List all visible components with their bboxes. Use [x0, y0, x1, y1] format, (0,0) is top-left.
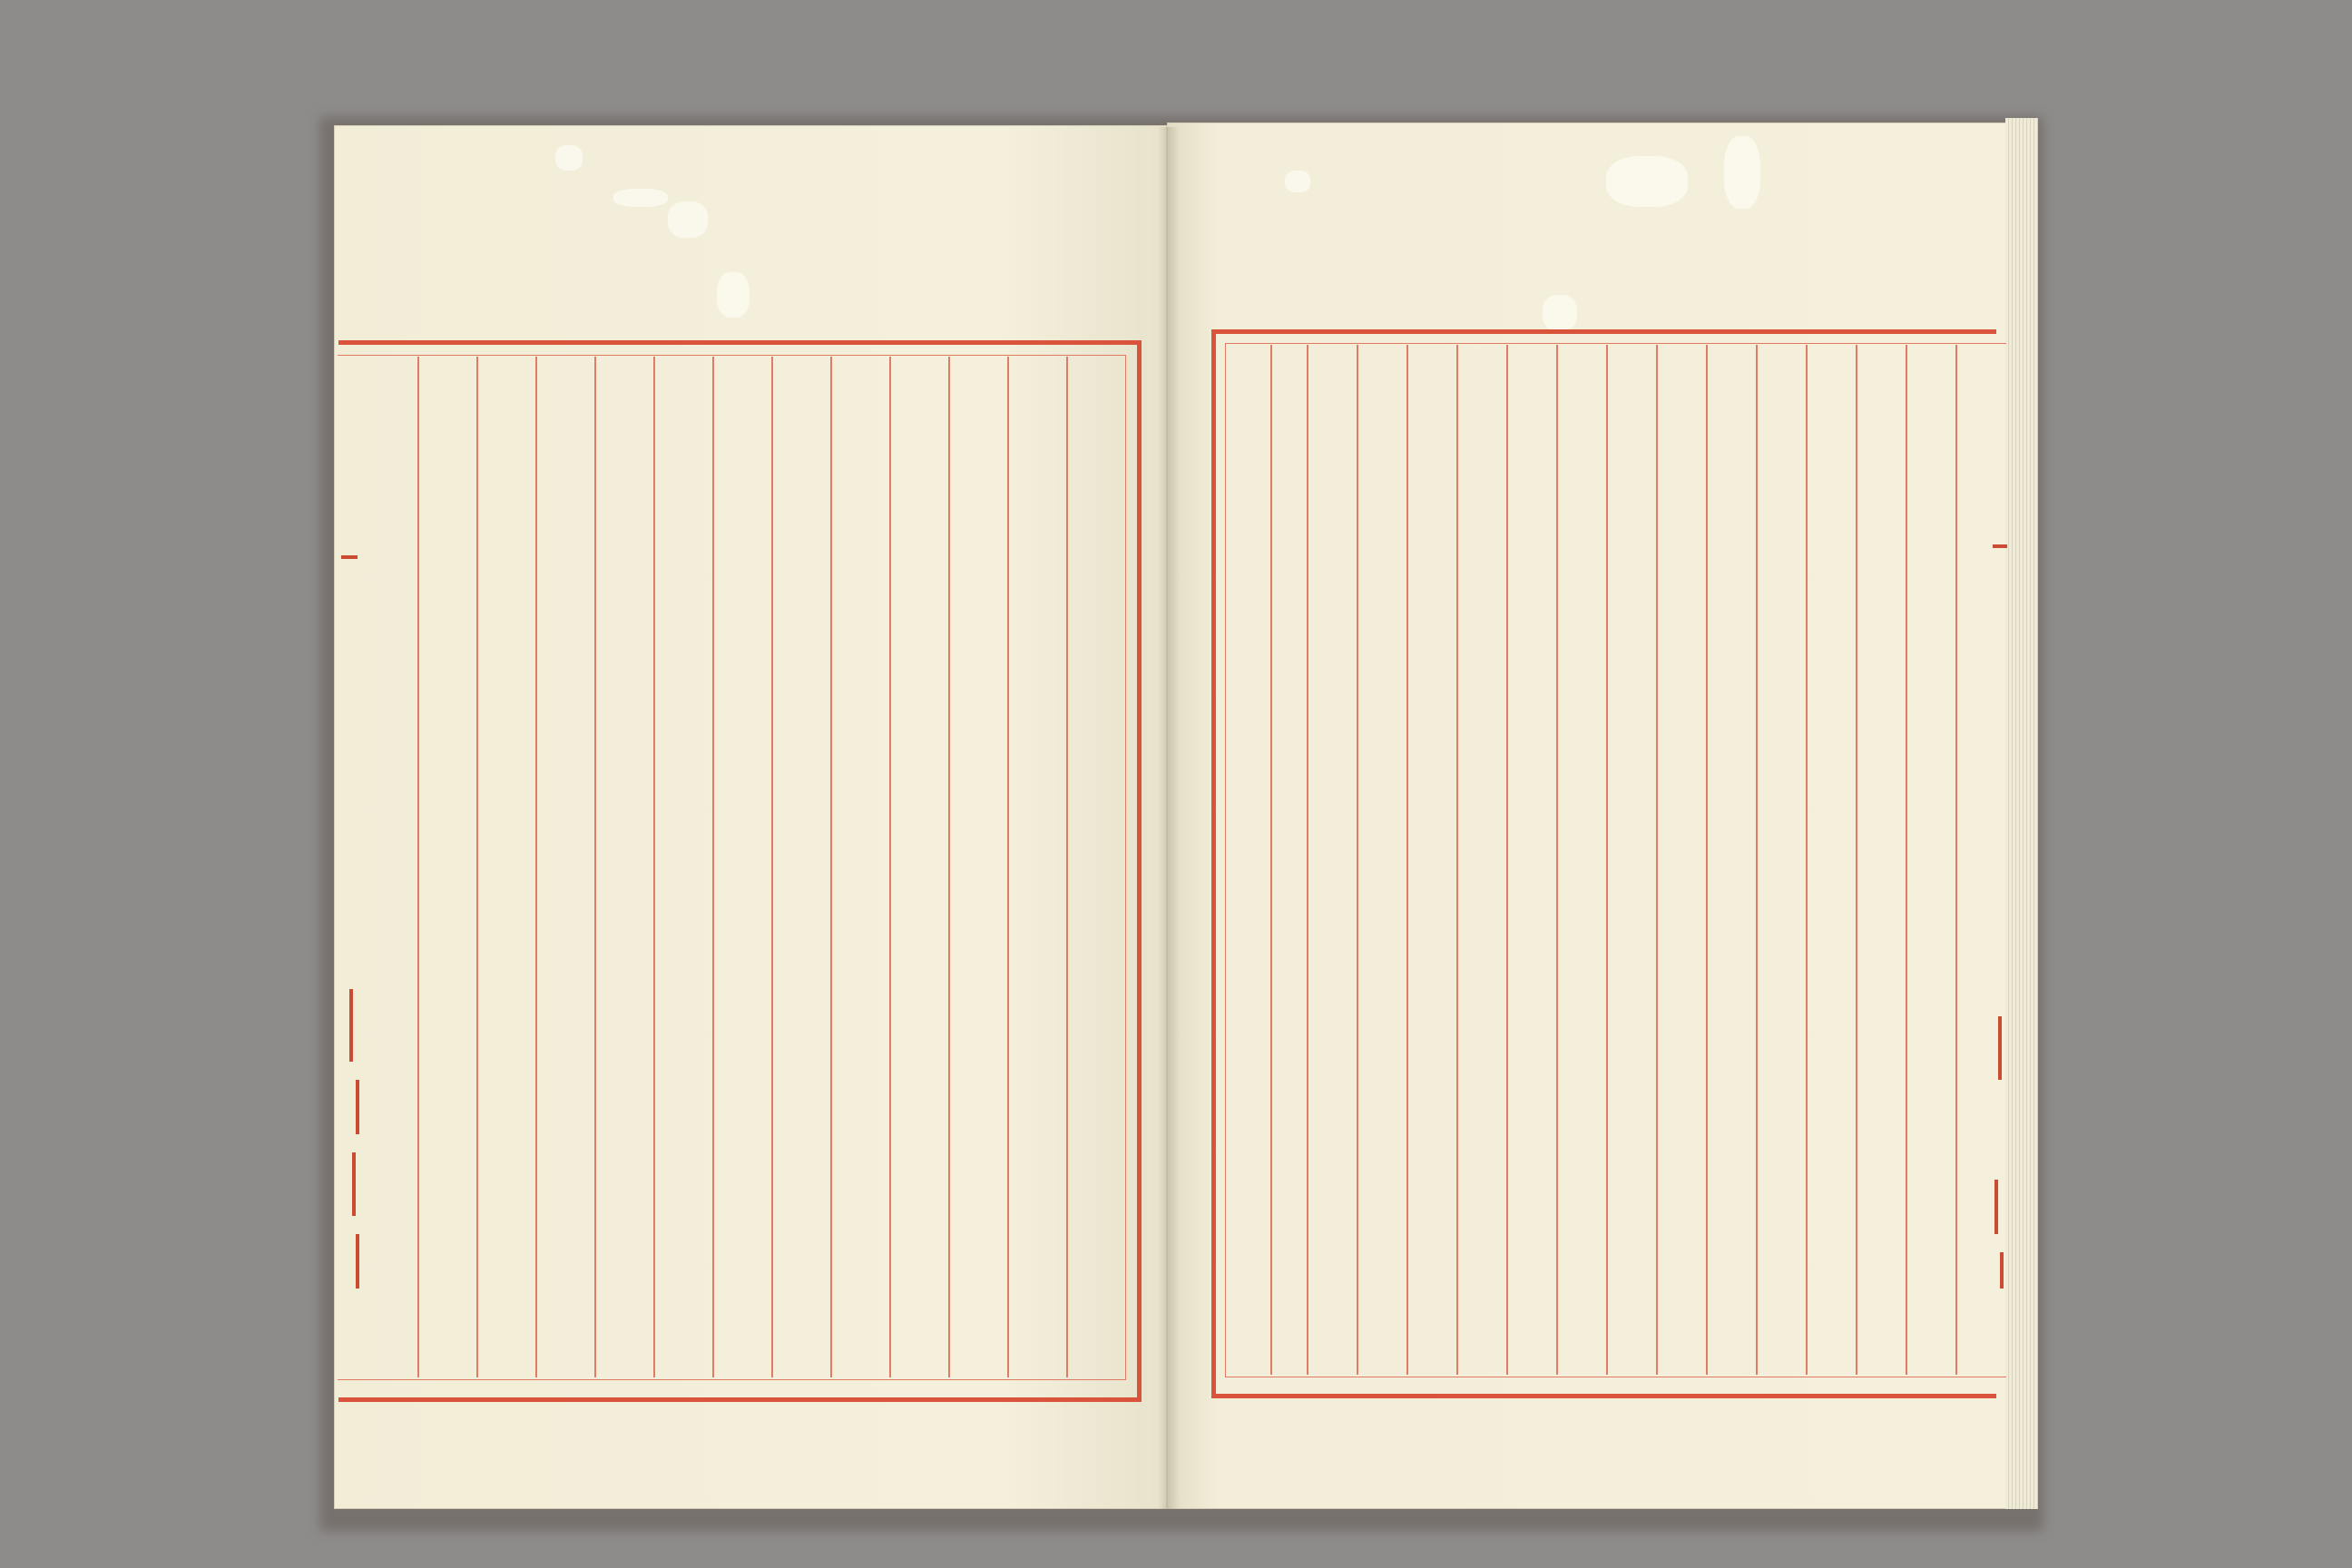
margin-mark	[1993, 544, 2007, 548]
margin-mark	[1994, 1180, 1998, 1234]
column-rule	[1406, 345, 1408, 1375]
column-rule	[1656, 345, 1658, 1375]
column-rule	[1906, 345, 1907, 1375]
margin-mark	[1998, 1016, 2002, 1080]
margin-mark	[352, 1152, 356, 1216]
column-rule	[1007, 357, 1009, 1377]
margin-mark	[349, 989, 353, 1062]
column-rule	[830, 357, 832, 1377]
column-rule	[1357, 345, 1358, 1375]
column-rule	[476, 357, 478, 1377]
column-rule	[1270, 345, 1272, 1375]
margin-mark	[356, 1080, 359, 1134]
column-rule	[1307, 345, 1308, 1375]
column-rule	[948, 357, 950, 1377]
column-rule	[1066, 357, 1068, 1377]
paper-stain	[613, 189, 668, 207]
column-rule	[712, 357, 714, 1377]
paper-stain	[668, 201, 708, 238]
column-rule	[1556, 345, 1558, 1375]
margin-mark	[341, 555, 358, 559]
paper-stain	[1285, 171, 1310, 192]
column-rule	[1506, 345, 1508, 1375]
paper-stain	[1606, 156, 1688, 207]
column-rule	[889, 357, 891, 1377]
column-rule	[1856, 345, 1857, 1375]
paper-stain	[555, 145, 583, 171]
book-gutter	[1158, 127, 1180, 1509]
page-edges	[2005, 118, 2038, 1509]
column-rule	[417, 357, 419, 1377]
column-rule	[1456, 345, 1458, 1375]
column-rule	[594, 357, 596, 1377]
margin-mark	[2000, 1252, 2004, 1289]
column-rule	[771, 357, 773, 1377]
paper-stain	[1724, 136, 1760, 209]
paper-stain	[1543, 295, 1577, 331]
right-page-inner-frame	[1225, 343, 2006, 1377]
column-rule	[1955, 345, 1957, 1375]
column-rule	[653, 357, 655, 1377]
paper-stain	[717, 272, 750, 318]
margin-mark	[356, 1234, 359, 1289]
column-rule	[1606, 345, 1608, 1375]
column-rule	[1706, 345, 1708, 1375]
column-rule	[1756, 345, 1758, 1375]
column-rule	[535, 357, 537, 1377]
column-rule	[1806, 345, 1808, 1375]
